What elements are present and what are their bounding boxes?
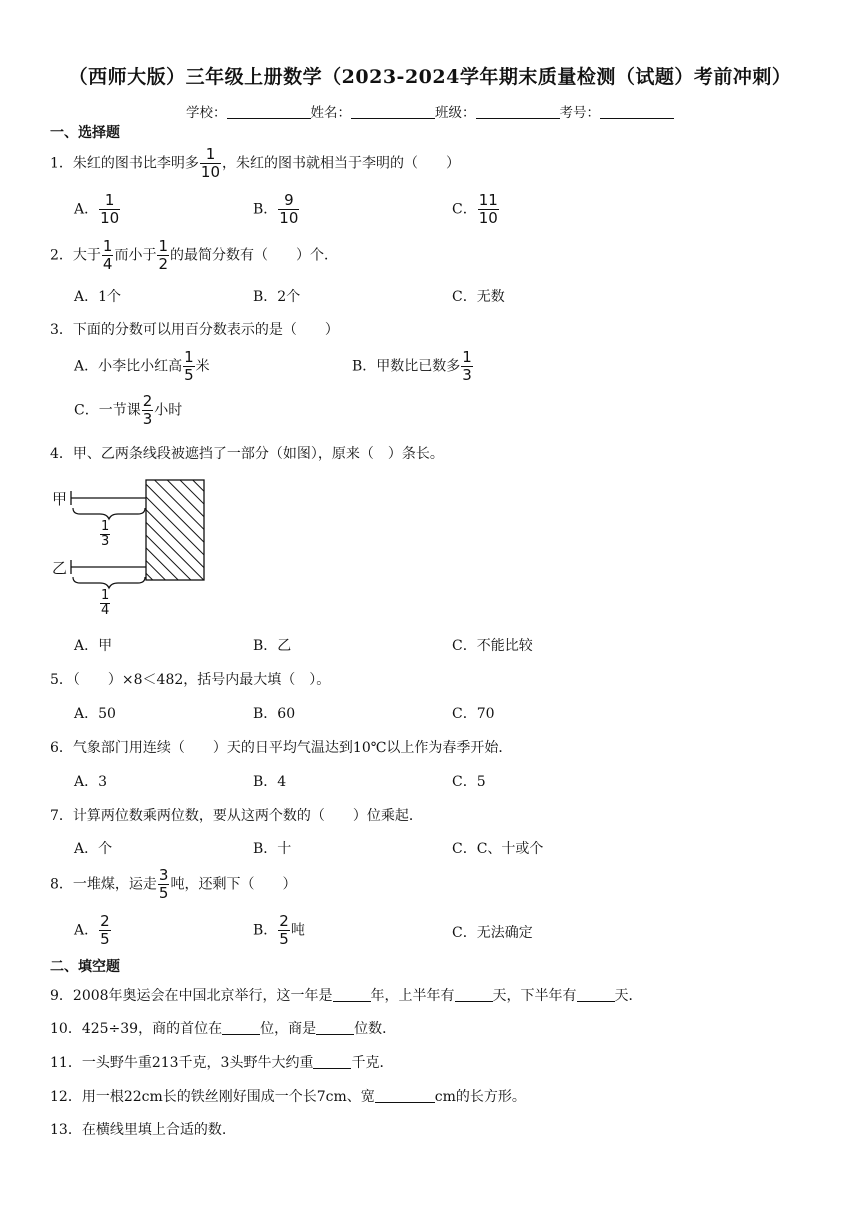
option-a[interactable]: A． $\frac{2}{5}$ (74, 912, 110, 948)
option-c[interactable]: C．无数 (452, 289, 505, 305)
figure-svg (50, 478, 220, 628)
fraction: $\frac{2}{3}$ (142, 392, 153, 428)
line-segment-figure (50, 478, 220, 628)
fraction: $\frac{1}{4}$ (102, 237, 113, 273)
label-jia: 甲 (52, 490, 68, 508)
answer-blank[interactable] (313, 1054, 351, 1069)
brace-yi (73, 577, 145, 588)
fraction: $\frac{1}{2}$ (158, 237, 169, 273)
class-blank[interactable] (476, 104, 560, 119)
name-label: 姓名： (310, 105, 351, 121)
question-8: 8．一堆煤，运走 $\frac{3}{5}$ 吨，还剩下（ ） (50, 866, 297, 902)
section-heading-choice: 一、选择题 (50, 125, 120, 141)
option-b[interactable]: B．4 (253, 774, 287, 790)
fraction-one-third: $\frac{1}{3}$ (101, 519, 110, 549)
question-9: 9．2008年奥运会在中国北京举行，这一年是 年，上半年有 天，下半年有 天． (50, 988, 643, 1004)
question-4: 4．甲、乙两条线段被遮挡了一部分（如图），原来（ ）条长。 (50, 446, 444, 462)
option-a[interactable]: A． $\frac{1}{10}$ (74, 191, 120, 227)
question-7: 7．计算两位数乘两位数，要从这两个数的（ ）位乘起． (50, 808, 423, 824)
option-a[interactable]: A．甲 (74, 638, 113, 654)
section-heading-fill: 二、填空题 (50, 959, 120, 975)
name-blank[interactable] (351, 104, 435, 119)
label-yi: 乙 (52, 559, 68, 577)
option-c[interactable]: C．5 (452, 774, 486, 790)
option-c[interactable]: C．70 (452, 706, 495, 722)
question-1 (50, 146, 460, 181)
fraction: $\frac{1}{3}$ (462, 348, 472, 384)
answer-blank[interactable] (222, 1020, 260, 1035)
class-label: 班级： (435, 105, 476, 121)
question-13: 13．在横线里填上合适的数. (50, 1122, 227, 1138)
fraction: $\frac{1}{10}$ (100, 191, 120, 227)
option-c[interactable]: C． $\frac{11}{10}$ (452, 191, 498, 227)
number-blank[interactable] (600, 104, 674, 119)
question-12: 12．用一根22cm长的铁丝刚好围成一个长7cm、宽 cm的长方形。 (50, 1089, 526, 1105)
answer-blank[interactable] (333, 987, 371, 1002)
fraction: $\frac{2}{5}$ (100, 912, 110, 948)
brace-jia (73, 508, 145, 519)
question-11: 11．一头野牛重213千克，3头野牛大约重 千克． (50, 1055, 394, 1071)
fraction: $\frac{2}{5}$ (279, 912, 289, 948)
cover-block (146, 480, 204, 580)
question-5: 5．（ ）×8＜482，括号内最大填（ ）。 (50, 672, 331, 688)
option-c[interactable]: C．C、十或个 (452, 841, 544, 857)
option-b[interactable]: B． $\frac{9}{10}$ (253, 191, 299, 227)
question-6: 6．气象部门用连续（ ）天的日平均气温达到10℃以上作为春季开始． (50, 740, 513, 756)
option-b[interactable]: B．十 (253, 841, 292, 857)
option-a[interactable]: A．个 (74, 841, 113, 857)
option-b[interactable]: B． $\frac{2}{5}$ 吨 (253, 912, 305, 948)
answer-blank[interactable] (455, 987, 493, 1002)
page-title: （西师大版）三年级上册数学（2023-2024学年期末质量检测（试题）考前冲刺） (68, 66, 792, 88)
option-c[interactable]: C．一节课 $\frac{2}{3}$ 小时 (74, 392, 183, 428)
question-3: 3．下面的分数可以用百分数表示的是（ ） (50, 322, 339, 338)
fraction: $\frac{1}{5}$ (184, 348, 194, 384)
fraction: $\frac{1}{10}$ (200, 145, 221, 181)
option-b[interactable]: B．60 (253, 706, 296, 722)
question-text: ，朱红的图书就相当于李明的（ ） (222, 155, 461, 172)
option-a[interactable]: A．小李比小红高 $\frac{1}{5}$ 米 (74, 348, 210, 384)
option-b[interactable]: B．2个 (253, 289, 301, 305)
school-label: 学校： (186, 105, 227, 121)
question-10: 10．425÷39，商的首位在 位，商是 位数． (50, 1021, 397, 1037)
option-c[interactable]: C．不能比较 (452, 638, 533, 654)
option-a[interactable]: A．50 (74, 706, 116, 722)
school-blank[interactable] (227, 104, 311, 119)
answer-blank[interactable] (577, 987, 615, 1002)
option-b[interactable]: B．乙 (253, 638, 292, 654)
answer-blank[interactable] (375, 1088, 435, 1103)
option-b[interactable]: B．甲数比已数多 $\frac{1}{3}$ (352, 348, 472, 384)
fraction-one-quarter: $\frac{1}{4}$ (101, 588, 110, 618)
number-label: 考号： (559, 105, 600, 121)
option-a[interactable]: A．1个 (74, 289, 122, 305)
option-c[interactable]: C．无法确定 (452, 925, 533, 941)
option-a[interactable]: A．3 (74, 774, 108, 790)
student-info-line (0, 101, 860, 121)
answer-blank[interactable] (316, 1020, 354, 1035)
question-text: 1．朱红的图书比李明多 (50, 155, 199, 172)
fraction: $\frac{9}{10}$ (279, 191, 299, 227)
question-2: 2．大于 $\frac{1}{4}$ 而小于 $\frac{1}{2}$ 的最简分数有（ ）个． (50, 237, 339, 273)
fraction: $\frac{3}{5}$ (158, 866, 169, 902)
fraction: $\frac{11}{10}$ (478, 191, 498, 227)
